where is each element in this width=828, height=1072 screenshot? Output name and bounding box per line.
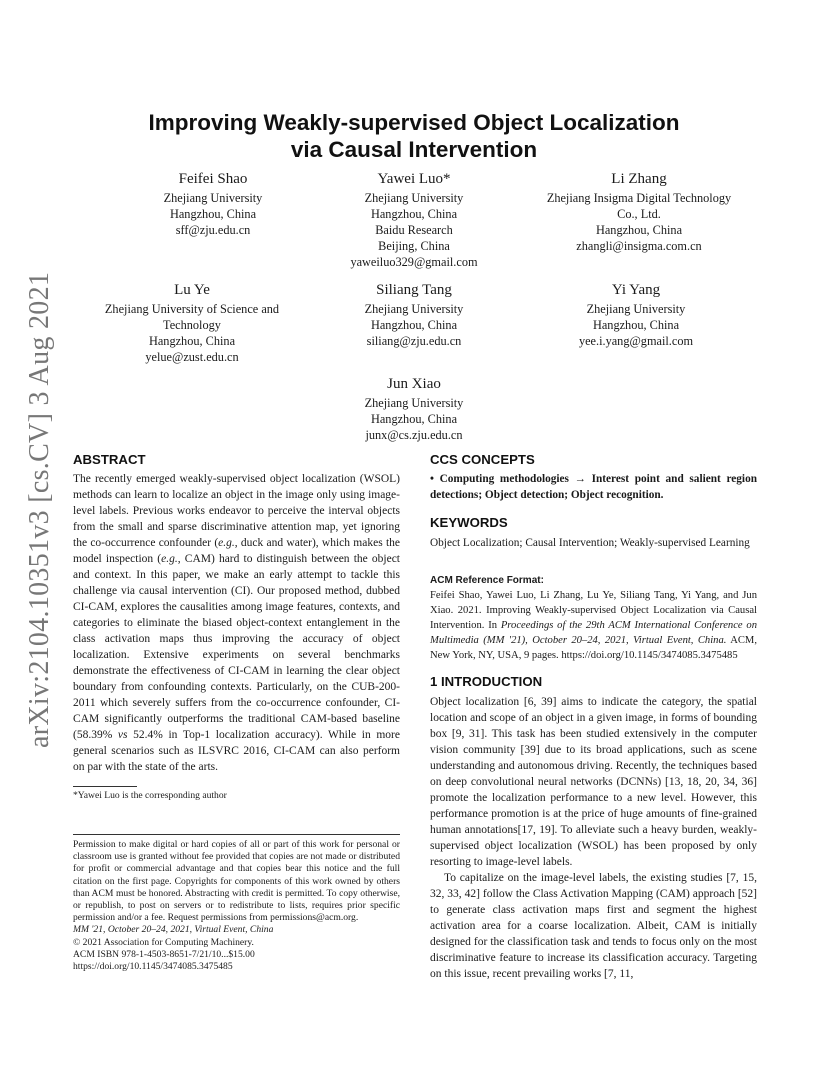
abstract-text-part: , duck and water), which makes the model inspection ( <box>73 537 400 565</box>
abstract-text-part: 52.4% in Top-1 localization accuracy). While in more general scenarios such as ILSVRC 2016, CI-CAM can also perform on par with the state of the arts. <box>73 729 400 773</box>
author-email: zhangli@insigma.com.cn <box>576 239 702 253</box>
author-affiliation: Baidu Research <box>375 223 453 237</box>
introduction-paragraph: To capitalize on the image-level labels, the existing studies [7, 15, 32, 33, 42] follow the Class Activation Mapping (CAM) approach [52] to generate class activation maps first and segment the highest activation area for a coarse localization. Albeit, CAM is initially designed for the classification task and tends to focus only on the most discriminative feature to increase its classification accuracy. Targeting on this issue, recent prevailing works [7, 11, <box>430 872 757 980</box>
author-location: Hangzhou, China <box>370 207 458 221</box>
author-location: Hangzhou, China <box>595 223 683 237</box>
author-location: Beijing, China <box>378 239 450 253</box>
acm-reference-part: ACM, New York, NY, USA, 9 pages. https://doi.org/10.1145/3474085.3475485 <box>430 635 757 661</box>
introduction-text <box>430 694 757 982</box>
author-affiliation: Zhejiang University <box>586 302 686 316</box>
author-location: Hangzhou, China <box>370 412 458 426</box>
keywords-text: Object Localization; Causal Intervention; Weakly-supervised Learning <box>430 537 750 549</box>
abstract-text-part: , CAM) hard to distinguish between the object and context. In this paper, we make an early attempt to tackle this challenge via causal intervention (CI). Our proposed method, dubbed CI-CAM, explores the causalities among image features, contexts, and categories to eliminate the biased object-context entanglement in the class activation maps thus improving the accuracy of object localization. Extensive experiments on several benchmarks demonstrate the effectiveness of CI-CAM in learning the clear object boundary from confounding contexts. Particularly, on the CUB-200-2011 which severely suffers from the co-occurrence confounder, CI-CAM significantly outperforms the traditional CAM-based baseline (58.39% <box>73 553 400 741</box>
keywords-heading: KEYWORDS <box>430 515 508 530</box>
introduction-paragraph: Object localization [6, 39] aims to indicate the category, the spatial location and scope of an object in a given image, in forms of bounding box [9, 31]. This task has been studied extensively in the computer vision community [39] due to its broad applications, such as scene understanding and autonomous driving. Recently, the techniques based on deep convolutional neural networks (DCNNs) [13, 18, 20, 34, 36] promote the localization performance to a new level. However, this performance promotion is at the price of huge amounts of fine-grained human annotations[17, 19]. To alleviate such a heavy burden, weakly-supervised object localization (WSOL) has been proposed by only resorting to image-level labels. <box>430 696 757 868</box>
author-email: yaweiluo329@gmail.com <box>350 255 478 269</box>
title-line-2: via Causal Intervention <box>290 137 538 162</box>
footnote: *Yawei Luo is the corresponding author <box>73 790 227 801</box>
author-block <box>113 170 313 238</box>
author-block <box>314 281 514 349</box>
author-location: Hangzhou, China <box>169 207 257 221</box>
author-email: sff@zju.edu.cn <box>175 223 251 237</box>
author-name: Yi Yang <box>611 282 661 298</box>
acm-reference-heading: ACM Reference Format: <box>430 575 544 586</box>
author-block <box>314 375 514 443</box>
doi-line: https://doi.org/10.1145/3474085.3475485 <box>73 961 233 973</box>
author-affiliation: Technology <box>163 318 221 332</box>
introduction-heading: 1 INTRODUCTION <box>430 674 543 689</box>
author-email: yee.i.yang@gmail.com <box>578 334 694 348</box>
title-line-1: Improving Weakly-supervised Object Localization <box>148 110 680 135</box>
author-email: siliang@zju.edu.cn <box>366 334 462 348</box>
author-location: Hangzhou, China <box>592 318 680 332</box>
copyright-line: © 2021 Association for Computing Machinery. <box>73 936 254 948</box>
permission-text: Permission to make digital or hard copies of all or part of this work for personal or classroom use is granted without fee provided that copies are not made or distributed for profit or commercial advantage and that copies bear this notice and the full citation on the first page. Copyrights for components of this work owned by others than ACM must be honored. Abstracting with credit is permitted. To copy otherwise, or republish, to post on servers or to redistribute to lists, requires prior specific permission and/or a fee. Request permissions from permissions@acm.org. <box>73 839 400 924</box>
abstract-heading: ABSTRACT <box>73 452 146 467</box>
abstract-text-part: The recently emerged weakly-supervised object localization (WSOL) methods can learn to localize an object in the image only using image-level labels. Previous works endeavor to perceive the interval objects from the small and sparse discriminative attention map, yet ignoring the co-occurrence confounder ( <box>73 473 400 549</box>
acm-reference-part: Feifei Shao, Yawei Luo, Li Zhang, Lu Ye, Siliang Tang, Yi Yang, and Jun Xiao. 2021. Improving Weakly-supervised Object Localization via Causal Intervention. In <box>430 590 757 631</box>
isbn-line: ACM ISBN 978-1-4503-8651-7/21/10...$15.00 <box>73 948 255 960</box>
acm-reference-text <box>430 588 757 663</box>
paper-title <box>60 109 768 163</box>
author-block <box>314 170 514 270</box>
author-affiliation: Zhejiang University <box>364 191 464 205</box>
ccs-text: • Computing methodologies → Interest point and salient region detections; Object detection; Object recognition. <box>430 473 757 501</box>
author-affiliation: Zhejiang University of Science and <box>104 302 280 316</box>
author-email: junx@cs.zju.edu.cn <box>365 428 463 442</box>
abstract-text <box>73 471 400 775</box>
ccs-heading: CCS CONCEPTS <box>430 452 535 467</box>
author-affiliation: Zhejiang University <box>163 191 263 205</box>
author-block <box>536 281 736 349</box>
author-name: Li Zhang <box>611 171 667 187</box>
author-affiliation: Co., Ltd. <box>617 207 661 221</box>
author-name: Siliang Tang <box>376 282 452 298</box>
author-affiliation: Zhejiang University <box>364 396 464 410</box>
abstract-emphasis: e.g. <box>218 537 235 549</box>
author-name: Lu Ye <box>174 282 210 298</box>
author-name: Jun Xiao <box>387 376 441 392</box>
author-location: Hangzhou, China <box>370 318 458 332</box>
author-location: Hangzhou, China <box>148 334 236 348</box>
permission-block <box>73 839 400 973</box>
abstract-emphasis: vs <box>117 729 128 741</box>
author-block <box>80 281 304 365</box>
author-affiliation: Zhejiang Insigma Digital Technology <box>546 191 732 205</box>
author-block <box>520 170 758 254</box>
author-name: Yawei Luo* <box>377 171 451 187</box>
acm-reference-proceedings: Proceedings of the 29th ACM International Conference on Multimedia (MM '21), October 20–24, 2021, Virtual Event, China. <box>430 620 757 646</box>
abstract-emphasis: e.g. <box>161 553 178 565</box>
author-name: Feifei Shao <box>178 171 248 187</box>
permission-rule <box>73 834 400 835</box>
venue-line: MM '21, October 20–24, 2021, Virtual Event, China <box>73 924 274 936</box>
author-affiliation: Zhejiang University <box>364 302 464 316</box>
author-email: yelue@zust.edu.cn <box>145 350 239 364</box>
arxiv-identifier: arXiv:2104.10351v3 [cs.CV] 3 Aug 2021 <box>24 271 55 748</box>
footnote-rule <box>73 786 137 787</box>
